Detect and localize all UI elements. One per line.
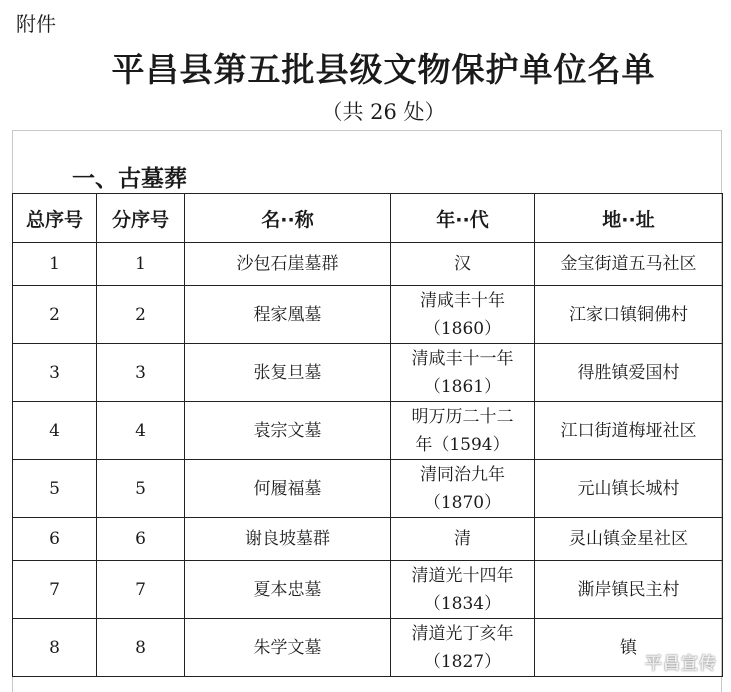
header-location: 地··址 — [535, 194, 723, 243]
cell-location: 澌岸镇民主村 — [535, 561, 723, 619]
era-line: 年（1594） — [415, 434, 510, 455]
cell-total-index: 4 — [13, 402, 97, 460]
table-row — [13, 561, 723, 619]
cell-name: 程家凰墓 — [185, 286, 391, 344]
cell-sub-index: 8 — [97, 619, 185, 677]
cell-name: 夏本忠墓 — [185, 561, 391, 619]
cell-total-index: 7 — [13, 561, 97, 619]
document-subtitle: （共 26 处） — [321, 100, 446, 124]
era-line: 清同治九年 — [420, 464, 505, 485]
era-line: 明万历二十二 — [411, 406, 514, 427]
table-header-row — [13, 194, 723, 243]
cell-sub-index: 6 — [97, 518, 185, 561]
table-row — [13, 402, 723, 460]
cell-era — [391, 518, 535, 561]
cell-total-index: 8 — [13, 619, 97, 677]
cell-total-index: 3 — [13, 344, 97, 402]
era-line: （1834） — [423, 593, 502, 614]
cell-sub-index: 5 — [97, 460, 185, 518]
era-line: （1827） — [423, 651, 502, 672]
cell-total-index: 2 — [13, 286, 97, 344]
watermark: 平昌宣传 — [645, 654, 717, 674]
era-line: 清咸丰十一年 — [411, 348, 514, 369]
cell-total-index: 5 — [13, 460, 97, 518]
section-heading: 一、古墓葬 — [72, 166, 187, 192]
cell-location: 江家口镇铜佛村 — [535, 286, 723, 344]
cell-sub-index: 1 — [97, 243, 185, 286]
cell-location: 元山镇长城村 — [535, 460, 723, 518]
header-name: 名··称 — [185, 194, 391, 243]
cell-location: 得胜镇爱国村 — [535, 344, 723, 402]
era-line: 清道光十四年 — [411, 565, 514, 586]
era-line: （1861） — [423, 376, 502, 397]
era-line: 清道光丁亥年 — [411, 623, 514, 644]
header-era: 年··代 — [391, 194, 535, 243]
cell-location: 金宝街道五马社区 — [535, 243, 723, 286]
cell-era — [391, 402, 535, 460]
attachment-label: 附件 — [16, 12, 56, 36]
era-line: 汉 — [454, 254, 471, 274]
era-line: （1860） — [423, 318, 502, 339]
cell-era — [391, 286, 535, 344]
cell-name: 朱学文墓 — [185, 619, 391, 677]
table-row — [13, 619, 723, 677]
cell-era — [391, 243, 535, 286]
cell-name: 沙包石崖墓群 — [185, 243, 391, 286]
cell-era — [391, 619, 535, 677]
header-sub-index: 分序号 — [97, 194, 185, 243]
frame-top-border — [12, 130, 722, 131]
relic-table — [12, 193, 723, 677]
cell-sub-index: 7 — [97, 561, 185, 619]
cell-location: 灵山镇金星社区 — [535, 518, 723, 561]
cell-sub-index: 2 — [97, 286, 185, 344]
cell-era — [391, 460, 535, 518]
cell-name: 何履福墓 — [185, 460, 391, 518]
table-body — [13, 243, 723, 677]
table-row — [13, 286, 723, 344]
header-total-index: 总序号 — [13, 194, 97, 243]
cell-location: 镇 — [535, 619, 723, 677]
table-row — [13, 518, 723, 561]
table-row — [13, 460, 723, 518]
era-line: （1870） — [423, 492, 502, 513]
cell-name: 袁宗文墓 — [185, 402, 391, 460]
table-row — [13, 243, 723, 286]
cell-name: 谢良坡墓群 — [185, 518, 391, 561]
era-line: 清 — [454, 529, 471, 549]
table-row — [13, 344, 723, 402]
cell-name: 张复旦墓 — [185, 344, 391, 402]
cell-total-index: 1 — [13, 243, 97, 286]
cell-era — [391, 561, 535, 619]
era-line: 清咸丰十年 — [420, 290, 505, 311]
cell-era — [391, 344, 535, 402]
document-title: 平昌县第五批县级文物保护单位名单 — [111, 50, 656, 89]
cell-location: 江口街道梅垭社区 — [535, 402, 723, 460]
cell-total-index: 6 — [13, 518, 97, 561]
cell-sub-index: 3 — [97, 344, 185, 402]
cell-sub-index: 4 — [97, 402, 185, 460]
